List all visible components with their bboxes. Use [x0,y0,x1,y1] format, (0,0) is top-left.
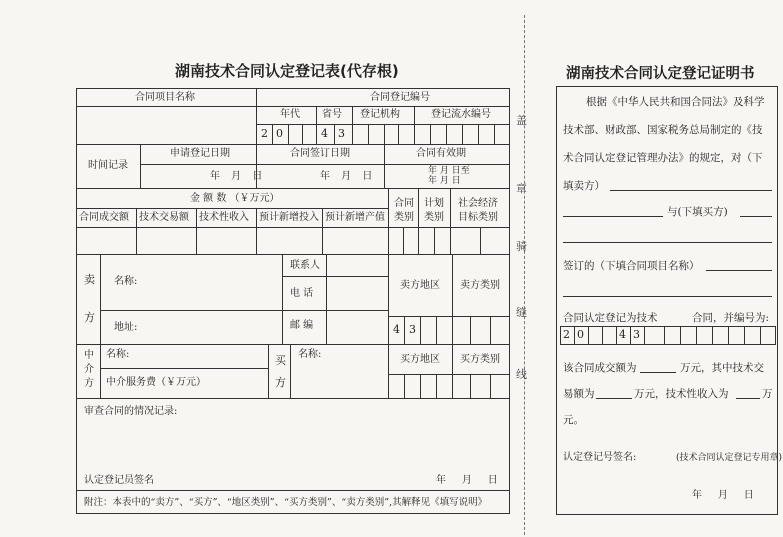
econ-label-2: 目标类别 [458,212,498,223]
cert-para-4: 填卖方） [563,180,605,192]
cert-signed-label: 签订的（下填合同项目名称） [563,260,700,272]
cert-digit-1[interactable]: 2 [563,328,570,341]
year-digit-2[interactable]: 0 [276,127,283,140]
cert-digit-6[interactable]: 3 [633,328,640,341]
valid-period-label: 合同有效期 [416,148,466,159]
amount-label: 金 额 数 （￥万元） [190,193,280,204]
seller-type-label: 卖方类别 [460,280,500,291]
contact-label: 联系人 [290,260,320,271]
plan-type-label-1: 计划 [424,198,444,209]
cert-digit-5[interactable]: 4 [619,328,626,341]
agent-name-label: 名称: [106,349,130,360]
seller-region-digit-1[interactable]: 4 [393,323,400,336]
plan-type-label-2: 类别 [424,212,444,223]
stub-sign-date[interactable]: 年 月 日 [436,475,498,486]
buyer-name-label: 名称: [298,349,322,360]
province-digit-2[interactable]: 3 [338,127,345,140]
cert-amount-1: 该合同成交额为 [563,362,637,374]
seller-name-label: 名称: [114,276,138,287]
cert-amount-2: 易额为 [563,388,595,400]
seller-address-label: 地址: [114,322,138,333]
buyer-type-label: 买方类别 [460,354,500,365]
stub-title: 湖南技术合同认定登记表(代存根) [175,62,399,80]
cert-para-3: 术合同认定登记管理办法》的规定，对（下 [563,152,763,164]
registrar-sign-label: 认定登记员签名 [84,475,154,486]
phone-label: 电 话 [290,288,314,299]
seller-region-label: 卖方地区 [400,280,440,291]
cert-digit-2[interactable]: 0 [577,328,584,341]
cert-para-1: 根据《中华人民共和国合同法》及科学 [586,96,765,108]
contract-name-label: 合同项目名称 [135,92,195,103]
contract-type-label-2: 类别 [394,212,414,223]
sign-date-value[interactable]: 年 月 日 [320,171,373,182]
buyer-region-label: 买方地区 [400,354,440,365]
cert-amount-3: 元。 [563,414,584,426]
perforation-line [524,15,525,535]
buyer-label-2: 方 [275,376,286,389]
amount-col-5: 预计新增产值 [325,212,385,223]
perf-char-4: 缝 [516,306,527,319]
agent-label-3: 方 [84,378,94,389]
certificate-title: 湖南技术合同认定登记证明书 [566,66,755,82]
cert-contract-label: 合同，并编号为: [692,312,770,324]
cert-seal-label: (技术合同认定登记专用章) [676,453,783,463]
amount-col-3: 技术性收入 [199,212,249,223]
apply-date-value[interactable]: 年 月 日 [210,171,263,182]
contract-type-label-1: 合同 [394,198,414,209]
cert-identified-label: 合同认定登记为技术 [563,312,658,324]
time-record-label: 时间记录 [88,160,128,171]
reg-number-label: 合同登记编号 [370,92,430,103]
serial-label: 登记流水编号 [431,109,491,120]
postcode-label: 邮 编 [290,320,314,331]
review-label: 审查合同的情况记录: [84,406,178,417]
certificate-form [556,86,778,515]
valid-to[interactable]: 年 月 日 [428,176,461,186]
perf-char-3: 骑 [516,240,527,253]
amount-col-1: 合同成交额 [79,212,129,223]
cert-amount-1b: 万元，其中技术交 [680,362,764,374]
perf-char-2: 章 [516,182,527,195]
amount-col-2: 技术交易额 [139,212,189,223]
year-digit-1[interactable]: 2 [261,127,268,140]
seller-label-2: 方 [84,311,95,324]
seller-region-digit-2[interactable]: 3 [409,323,416,336]
amount-col-4: 预计新增投入 [259,212,319,223]
cert-with-label: 与(下填买方) [667,206,728,218]
year-label: 年代 [280,109,300,120]
province-label: 省号 [322,109,342,120]
perf-char-1: 盖 [516,114,527,127]
econ-label-1: 社会经济 [458,198,498,209]
cert-registrar-sign-label: 认定登记号签名: [563,452,637,463]
cert-para-2: 技术部、财政部、国家税务总局制定的《技 [563,124,763,136]
agent-label-1: 中 [84,350,94,361]
cert-date[interactable]: 年 月 日 [692,490,754,501]
cert-amount-2c: 万 [762,388,773,400]
valid-from[interactable]: 年 月 日至 [428,166,470,176]
agency-label: 登记机构 [360,109,400,120]
cert-amount-2b: 万元，技术性收入为 [634,388,729,400]
footnote: 附注：本表中的“卖方”、“买方”、“地区类别”、“买方类别”、“卖方类别”,其解释见《填写说明》 [84,497,488,508]
apply-date-label: 申请登记日期 [170,148,230,159]
sign-date-label: 合同签订日期 [290,148,350,159]
agent-fee-label: 中介服务费（￥万元） [106,377,206,388]
agent-label-2: 介 [84,364,94,375]
seller-label-1: 卖 [84,273,95,286]
perf-char-5: 线 [516,368,527,381]
buyer-label-1: 买 [275,354,286,367]
province-digit-1[interactable]: 4 [321,127,328,140]
